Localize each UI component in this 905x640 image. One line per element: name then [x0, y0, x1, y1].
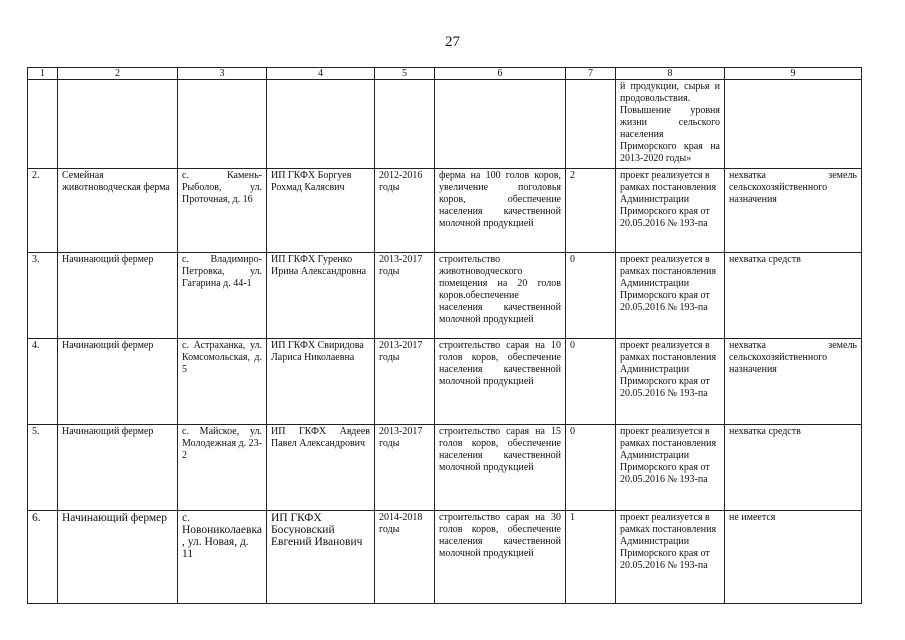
- cell-name: Начинающий фермер: [58, 511, 178, 604]
- column-header: 1: [28, 68, 58, 80]
- cell-period: 2013-2017 годы: [375, 425, 435, 511]
- cell-address: с. Владимиро-Петровка, ул. Гагарина д. 44-1: [178, 253, 267, 339]
- cell-period: 2012-2016 годы: [375, 169, 435, 253]
- cell-address: с. Камень-Рыболов, ул. Проточная, д. 16: [178, 169, 267, 253]
- table-row: [28, 425, 862, 511]
- cell-owner: ИП ГКФХ Авдеев Павел Александрович: [267, 425, 375, 511]
- cell-number: 5.: [28, 425, 58, 511]
- cell-number: 2.: [28, 169, 58, 253]
- cell-owner: ИП ГКФХ Гуренко Ирина Александровна: [267, 253, 375, 339]
- cell-problem: нехватка средств: [725, 425, 862, 511]
- cell-owner: ИП ГКФХ Босуновский Евгений Иванович: [267, 511, 375, 604]
- column-header: 6: [435, 68, 566, 80]
- column-header: 7: [566, 68, 616, 80]
- cell-address: с. Майское, ул. Молодежная д. 23-2: [178, 425, 267, 511]
- cell-description: строительство сарая на 30 голов коров, обеспечение населения качественной молочной продукцией: [435, 511, 566, 604]
- cell-count: 1: [566, 511, 616, 604]
- cell-period: 2014-2018 годы: [375, 511, 435, 604]
- table-row: [28, 339, 862, 425]
- header-row: [28, 68, 862, 80]
- cell-status: проект реализуется в рамках постановления Администрации Приморского края от 20.05.2016 № 193-па: [616, 253, 725, 339]
- cell-description: строительство сарая на 10 голов коров, обеспечение населения качественной молочной продукцией: [435, 339, 566, 425]
- projects-table: [27, 67, 862, 604]
- cell-count: 0: [566, 339, 616, 425]
- table-row-continuation: [28, 80, 862, 169]
- table-row: [28, 169, 862, 253]
- cell-period: 2013-2017 годы: [375, 339, 435, 425]
- cell-status: проект реализуется в рамках постановления Администрации Приморского края от 20.05.2016 № 193-па: [616, 511, 725, 604]
- column-header: 9: [725, 68, 862, 80]
- cell-count: 2: [566, 169, 616, 253]
- cell-number: 4.: [28, 339, 58, 425]
- cell-problem: нехватка земель сельскохозяйственного назначения: [725, 169, 862, 253]
- cell-description: строительство сарая на 15 голов коров, обеспечение населения качественной молочной продукцией: [435, 425, 566, 511]
- column-header: 2: [58, 68, 178, 80]
- cell-description: ферма на 100 голов коров, увеличение поголовья коров, обеспечение населения качественной молочной продукцией: [435, 169, 566, 253]
- cell-count: 0: [566, 253, 616, 339]
- cell-address: с. Новониколаевка , ул. Новая, д. 11: [178, 511, 267, 604]
- cell-status: проект реализуется в рамках постановления Администрации Приморского края от 20.05.2016 № 193-па: [616, 169, 725, 253]
- cell-problem: нехватка земель сельскохозяйственного назначения: [725, 339, 862, 425]
- cell-period: 2013-2017 годы: [375, 253, 435, 339]
- table-row: [28, 511, 862, 604]
- cell-number: 3.: [28, 253, 58, 339]
- cell-name: Начинающий фермер: [58, 339, 178, 425]
- cell-name: Начинающий фермер: [58, 253, 178, 339]
- cell-status: й продукции, сырья и продовольствия. Повышение уровня жизни сельского населения Приморского края на 2013-2020 годы»: [616, 80, 725, 169]
- column-header: 8: [616, 68, 725, 80]
- cell-name: Начинающий фермер: [58, 425, 178, 511]
- cell-name: Семейная животноводческая ферма: [58, 169, 178, 253]
- column-header: 3: [178, 68, 267, 80]
- cell-owner: ИП ГКФХ Свиридова Лариса Николаевна: [267, 339, 375, 425]
- cell-address: с. Астраханка, ул. Комсомольская, д. 5: [178, 339, 267, 425]
- cell-owner: ИП ГКФХ Боргуев Рохмад Калясвич: [267, 169, 375, 253]
- cell-status: проект реализуется в рамках постановления Администрации Приморского края от 20.05.2016 № 193-па: [616, 425, 725, 511]
- cell-status: проект реализуется в рамках постановления Администрации Приморского края от 20.05.2016 № 193-па: [616, 339, 725, 425]
- cell-problem: нехватка средств: [725, 253, 862, 339]
- cell-count: 0: [566, 425, 616, 511]
- cell-number: 6.: [28, 511, 58, 604]
- cell-problem: не имеется: [725, 511, 862, 604]
- column-header: 4: [267, 68, 375, 80]
- page-number: 27: [445, 34, 460, 50]
- cell-description: строительство животноводческого помещения на 20 голов коров.обеспечение населения качественной молочной продукцией: [435, 253, 566, 339]
- column-header: 5: [375, 68, 435, 80]
- table-row: [28, 253, 862, 339]
